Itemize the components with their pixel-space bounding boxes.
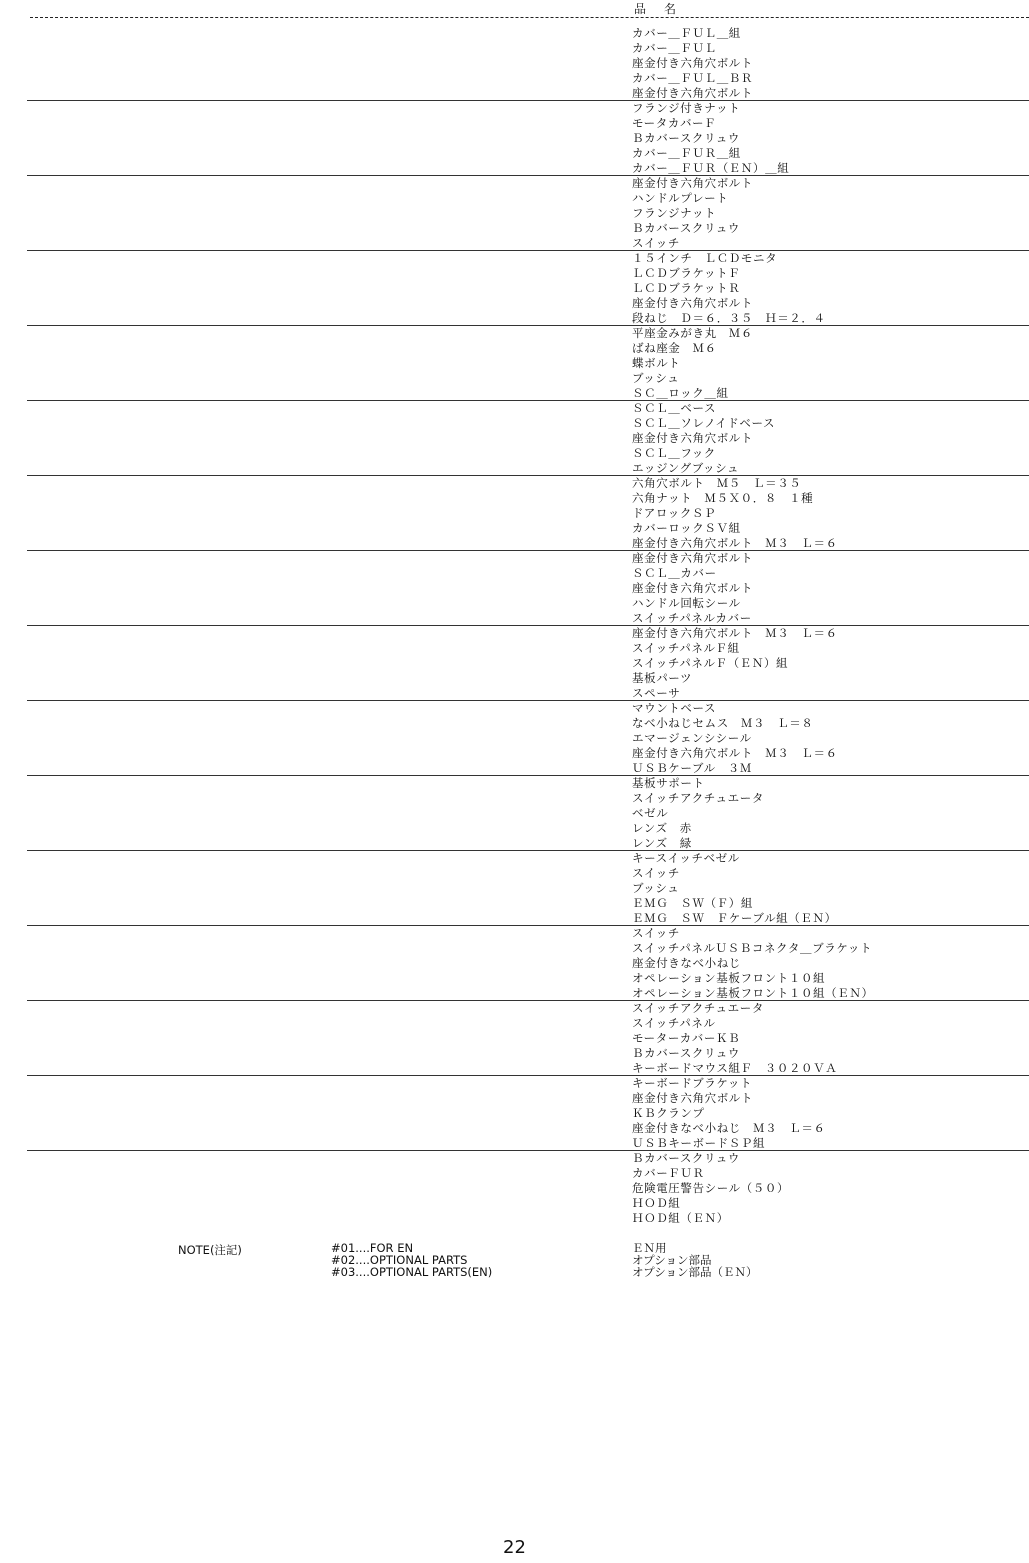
parts-group-items xyxy=(632,26,753,101)
part-name: 基板パーツ xyxy=(632,671,693,685)
parts-group-items xyxy=(632,476,838,551)
parts-group xyxy=(0,476,1029,551)
parts-group-items xyxy=(632,701,838,776)
part-name: スイッチパネルカバー xyxy=(632,611,752,625)
part-name: カバー＿ＦＵＬ＿組 xyxy=(632,26,741,40)
part-name: フランジナット xyxy=(632,206,717,220)
part-name: フランジ付きナット xyxy=(632,101,741,115)
parts-group-items xyxy=(632,1151,789,1226)
parts-group-items xyxy=(632,851,837,926)
parts-group-items xyxy=(632,176,753,251)
part-name: スイッチパネル xyxy=(632,1016,716,1030)
notes-codes xyxy=(331,1242,492,1278)
note-code: #03....OPTIONAL PARTS(EN) xyxy=(331,1265,493,1279)
part-name: モータカバーＦ xyxy=(632,116,717,130)
notes-meanings xyxy=(632,1242,757,1278)
part-name: モーターカバーＫＢ xyxy=(632,1031,741,1045)
part-name: キーボードマウス組Ｆ ３０２０ＶＡ xyxy=(632,1061,838,1075)
part-name: ＳＣ＿ロック＿組 xyxy=(632,386,729,400)
parts-group-items xyxy=(632,551,753,626)
part-name: マウントベース xyxy=(632,701,717,715)
part-name: ドアロックＳＰ xyxy=(632,506,717,520)
parts-group-items xyxy=(632,926,874,1001)
part-name: 危険電圧警告シール（５０） xyxy=(632,1181,790,1195)
part-name: カバー＿ＦＵＲ（ＥＮ）＿組 xyxy=(632,161,790,175)
part-name: 座金付き六角穴ボルト xyxy=(632,296,753,310)
part-name: Ｂカバースクリュウ xyxy=(632,1046,740,1060)
part-name: スペーサ xyxy=(632,686,681,700)
part-name: スイッチアクチュエータ xyxy=(632,1001,764,1015)
part-name: 座金付き六角穴ボルト xyxy=(632,551,753,565)
part-name: ブッシュ xyxy=(632,881,680,895)
part-name: スイッチパネルＦ組 xyxy=(632,641,740,655)
part-name: エッジングブッシュ xyxy=(632,461,740,475)
part-name: ＨＯＤ組（ＥＮ） xyxy=(632,1211,729,1225)
part-name: キースイッチベゼル xyxy=(632,851,740,865)
note-meaning: オプション部品 xyxy=(632,1253,712,1267)
parts-group xyxy=(0,101,1029,176)
part-name: スイッチパネルＦ（ＥＮ）組 xyxy=(632,656,789,670)
part-name: オペレーション基板フロント１０組 xyxy=(632,971,826,985)
parts-group xyxy=(0,401,1029,476)
part-name: ばね座金 Ｍ６ xyxy=(632,341,717,355)
part-name: ＵＳＢケーブル ３Ｍ xyxy=(632,761,752,775)
parts-group xyxy=(0,851,1029,926)
part-name: ＵＳＢキーボードＳＰ組 xyxy=(632,1136,766,1150)
parts-group-items xyxy=(632,776,764,851)
parts-group-items xyxy=(632,251,826,326)
parts-group-items xyxy=(632,401,775,476)
part-name: ハンドル回転シール xyxy=(632,596,741,610)
parts-group xyxy=(0,926,1029,1001)
part-name: ブッシュ xyxy=(632,371,680,385)
part-name: スイッチ xyxy=(632,866,680,880)
part-name: レンズ 緑 xyxy=(632,836,692,850)
part-name: カバー＿ＦＵＲ＿組 xyxy=(632,146,741,160)
part-name: ベゼル xyxy=(632,806,669,820)
note-meaning: ＥＮ用 xyxy=(632,1241,667,1255)
parts-group xyxy=(0,701,1029,776)
part-name: ＳＣＬ＿ソレノイドベース xyxy=(632,416,776,430)
part-name: ＳＣＬ＿フック xyxy=(632,446,716,460)
parts-group xyxy=(0,326,1029,401)
parts-group-items xyxy=(632,101,789,176)
part-name: エマージェンシシール xyxy=(632,731,752,745)
part-name: スイッチ xyxy=(632,236,680,250)
part-name: ＬＣＤブラケットＦ xyxy=(632,266,741,280)
part-name: 六角ナット Ｍ５Ｘ０．８ １種 xyxy=(632,491,814,505)
part-name: Ｂカバースクリュウ xyxy=(632,1151,740,1165)
page-number: 22 xyxy=(503,1537,526,1558)
parts-group-items xyxy=(632,326,753,401)
parts-group xyxy=(0,551,1029,626)
part-name: Ｂカバースクリュウ xyxy=(632,131,740,145)
part-name: ＳＣＬ＿ベース xyxy=(632,401,717,415)
part-name: スイッチ xyxy=(632,926,680,940)
parts-group xyxy=(0,26,1029,101)
part-name: 座金付き六角穴ボルト xyxy=(632,431,753,445)
part-name: 平座金みがき丸 Ｍ６ xyxy=(632,326,753,340)
parts-group xyxy=(0,626,1029,701)
parts-group-items xyxy=(632,1076,826,1151)
parts-group-items xyxy=(632,626,838,701)
part-name: 座金付き六角穴ボルト xyxy=(632,86,753,100)
part-name: 座金付きなべ小ねじ xyxy=(632,956,741,970)
part-name: 基板サポート xyxy=(632,776,705,790)
parts-group-items xyxy=(632,1001,837,1076)
part-name: 座金付き六角穴ボルト xyxy=(632,176,753,190)
part-name: レンズ 赤 xyxy=(632,821,692,835)
note-code: #02....OPTIONAL PARTS xyxy=(331,1253,468,1267)
part-name: 六角穴ボルト Ｍ５ Ｌ＝３５ xyxy=(632,476,802,490)
part-name: 座金付き六角穴ボルト xyxy=(632,581,753,595)
part-name: なべ小ねじセムス Ｍ３ Ｌ＝８ xyxy=(632,716,814,730)
part-name: 座金付き六角穴ボルト xyxy=(632,56,753,70)
part-name: ＥＭＧ ＳＷ Ｆケーブル組（ＥＮ） xyxy=(632,911,837,925)
part-name: ＳＣＬ＿カバー xyxy=(632,566,717,580)
part-name: ＬＣＤブラケットＲ xyxy=(632,281,741,295)
part-name: ＫＢクランプ xyxy=(632,1106,705,1120)
notes-title: NOTE(注記) xyxy=(178,1243,242,1257)
part-name: 段ねじ Ｄ＝６．３５ Ｈ＝２．４ xyxy=(632,311,826,325)
parts-group xyxy=(0,1076,1029,1151)
part-name: スイッチパネルＵＳＢコネクタ＿ブラケット xyxy=(632,941,873,955)
part-name: スイッチアクチュエータ xyxy=(632,791,764,805)
part-name: ＨＯＤ組 xyxy=(632,1196,681,1210)
column-title-part-name: 品名 xyxy=(634,2,695,16)
parts-group xyxy=(0,776,1029,851)
part-name: 座金付き六角穴ボルト Ｍ３ Ｌ＝６ xyxy=(632,626,838,640)
parts-group xyxy=(0,176,1029,251)
parts-group xyxy=(0,251,1029,326)
part-name: キーボードブラケット xyxy=(632,1076,753,1090)
part-name: ＥＭＧ ＳＷ（Ｆ）組 xyxy=(632,896,753,910)
part-name: 座金付き六角穴ボルト Ｍ３ Ｌ＝６ xyxy=(632,536,838,550)
parts-groups xyxy=(0,26,1029,1226)
part-name: １５インチ ＬＣＤモニタ xyxy=(632,251,778,265)
part-name: Ｂカバースクリュウ xyxy=(632,221,740,235)
part-name: 座金付き六角穴ボルト xyxy=(632,1091,753,1105)
header-dashed-divider xyxy=(30,17,1029,18)
part-name: カバー＿ＦＵＬ xyxy=(632,41,717,55)
part-name: ハンドルプレート xyxy=(632,191,729,205)
parts-group xyxy=(0,1001,1029,1076)
part-name: カバーＦＵＲ xyxy=(632,1166,705,1180)
note-meaning: オプション部品（ＥＮ） xyxy=(632,1265,758,1279)
part-name: 蝶ボルト xyxy=(632,356,681,370)
part-name: 座金付きなべ小ねじ Ｍ３ Ｌ＝６ xyxy=(632,1121,826,1135)
part-name: カバーロックＳＶ組 xyxy=(632,521,741,535)
part-name: オペレーション基板フロント１０組（ＥＮ） xyxy=(632,986,874,1000)
part-name: 座金付き六角穴ボルト Ｍ３ Ｌ＝６ xyxy=(632,746,838,760)
note-code: #01....FOR EN xyxy=(331,1241,414,1255)
part-name: カバー＿ＦＵＬ＿ＢＲ xyxy=(632,71,753,85)
parts-group xyxy=(0,1151,1029,1226)
